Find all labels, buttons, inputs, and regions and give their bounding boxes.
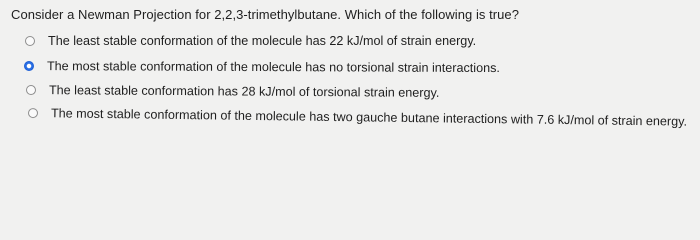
radio-button-3[interactable] bbox=[26, 85, 36, 95]
answer-option-1[interactable] bbox=[25, 32, 476, 50]
answer-option-4[interactable] bbox=[28, 104, 687, 131]
answer-option-label-2[interactable]: The most stable conformation of the molecule has no torsional strain interactions. bbox=[46, 59, 500, 76]
radio-button-4[interactable] bbox=[28, 108, 38, 118]
answer-option-label-1[interactable]: The least stable conformation of the molecule has 22 kJ/mol of strain energy. bbox=[48, 34, 477, 48]
question-text: Consider a Newman Projection for 2,2,3-trimethylbutane. Which of the following is true? bbox=[11, 7, 519, 22]
answer-option-label-3[interactable]: The least stable conformation has 28 kJ/mol of torsional strain energy. bbox=[48, 83, 440, 100]
answer-option-2[interactable] bbox=[24, 57, 500, 77]
radio-button-1[interactable] bbox=[25, 36, 35, 46]
radio-button-2-selected[interactable] bbox=[24, 61, 34, 71]
answer-option-3[interactable] bbox=[26, 81, 439, 102]
answer-option-label-4[interactable]: The most stable conformation of the molecule has two gauche butane interactions with 7.6 kJ/mol of strain energy. bbox=[50, 106, 688, 129]
